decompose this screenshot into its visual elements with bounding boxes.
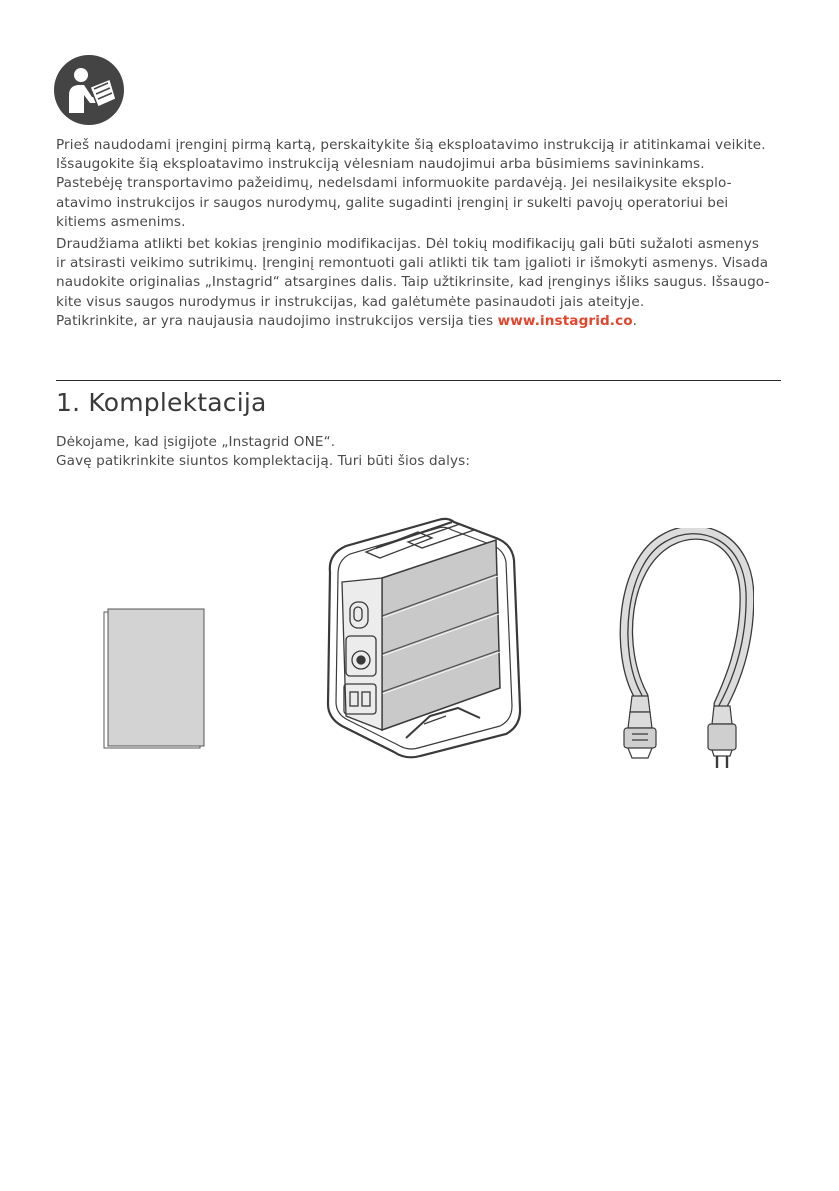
text-line: kitiems asmenims. [56,213,186,230]
text-line: kite visus saugos nurodymus ir instrukcijas, kad galėtumėte pasinaudoti jais ateityje. [56,293,645,310]
intro-paragraph-2 [56,235,786,331]
text-line: atavimo instrukcijos ir saugos nurodymų, galite sugadinti įrenginį ir sukelti pavojų operatoriui bei [56,194,729,211]
thanks-line: Dėkojame, kad įsigijote „Instagrid ONE“. [56,434,336,450]
website-link[interactable]: www.instagrid.co [497,312,633,329]
check-line: Gavę patikrinkite siuntos komplektaciją. Turi būti šios dalys: [56,453,470,470]
section-intro [56,433,786,471]
section-title: 1. Komplektacija [56,388,267,417]
text-line: ir atsirasti veikimo sutrikimų. Įrenginį remontuoti gali atlikti tik tam įgalioti ir išmokyti asmenys. Visada [56,255,769,272]
text-line: naudokite originalias „Instagrid“ atsargines dalis. Taip užtikrinsite, kad įrenginys išliks saugus. Išsaugo- [56,274,770,291]
manual-booklet-illustration [100,606,206,752]
read-manual-icon [54,55,124,125]
version-suffix: . [632,312,638,329]
text-line: Pastebėję transportavimo pažeidimų, nedelsdami informuokite pardavėją. Jei nesilaikysite eksplo- [56,175,732,192]
text-line: Išsaugokite šią eksploatavimo instrukciją vėlesniam naudojimui arba būsimiems savininkams. [56,156,705,173]
intro-paragraph-1 [56,136,786,232]
device-illustration [320,512,530,762]
charging-cable-illustration [608,528,754,770]
version-text: Patikrinkite, ar yra naujausia naudojimo instrukcijos versija ties [56,312,498,329]
text-line: Draudžiama atlikti bet kokias įrenginio modifikacijas. Dėl tokių modifikacijų gali būti sužaloti asmenys [56,236,760,252]
text-line: Prieš naudodami įrenginį pirmą kartą, perskaitykite šią eksploatavimo instrukciją ir atitinkamai veikite. [56,137,766,153]
section-divider [56,380,781,381]
version-line [56,312,786,331]
